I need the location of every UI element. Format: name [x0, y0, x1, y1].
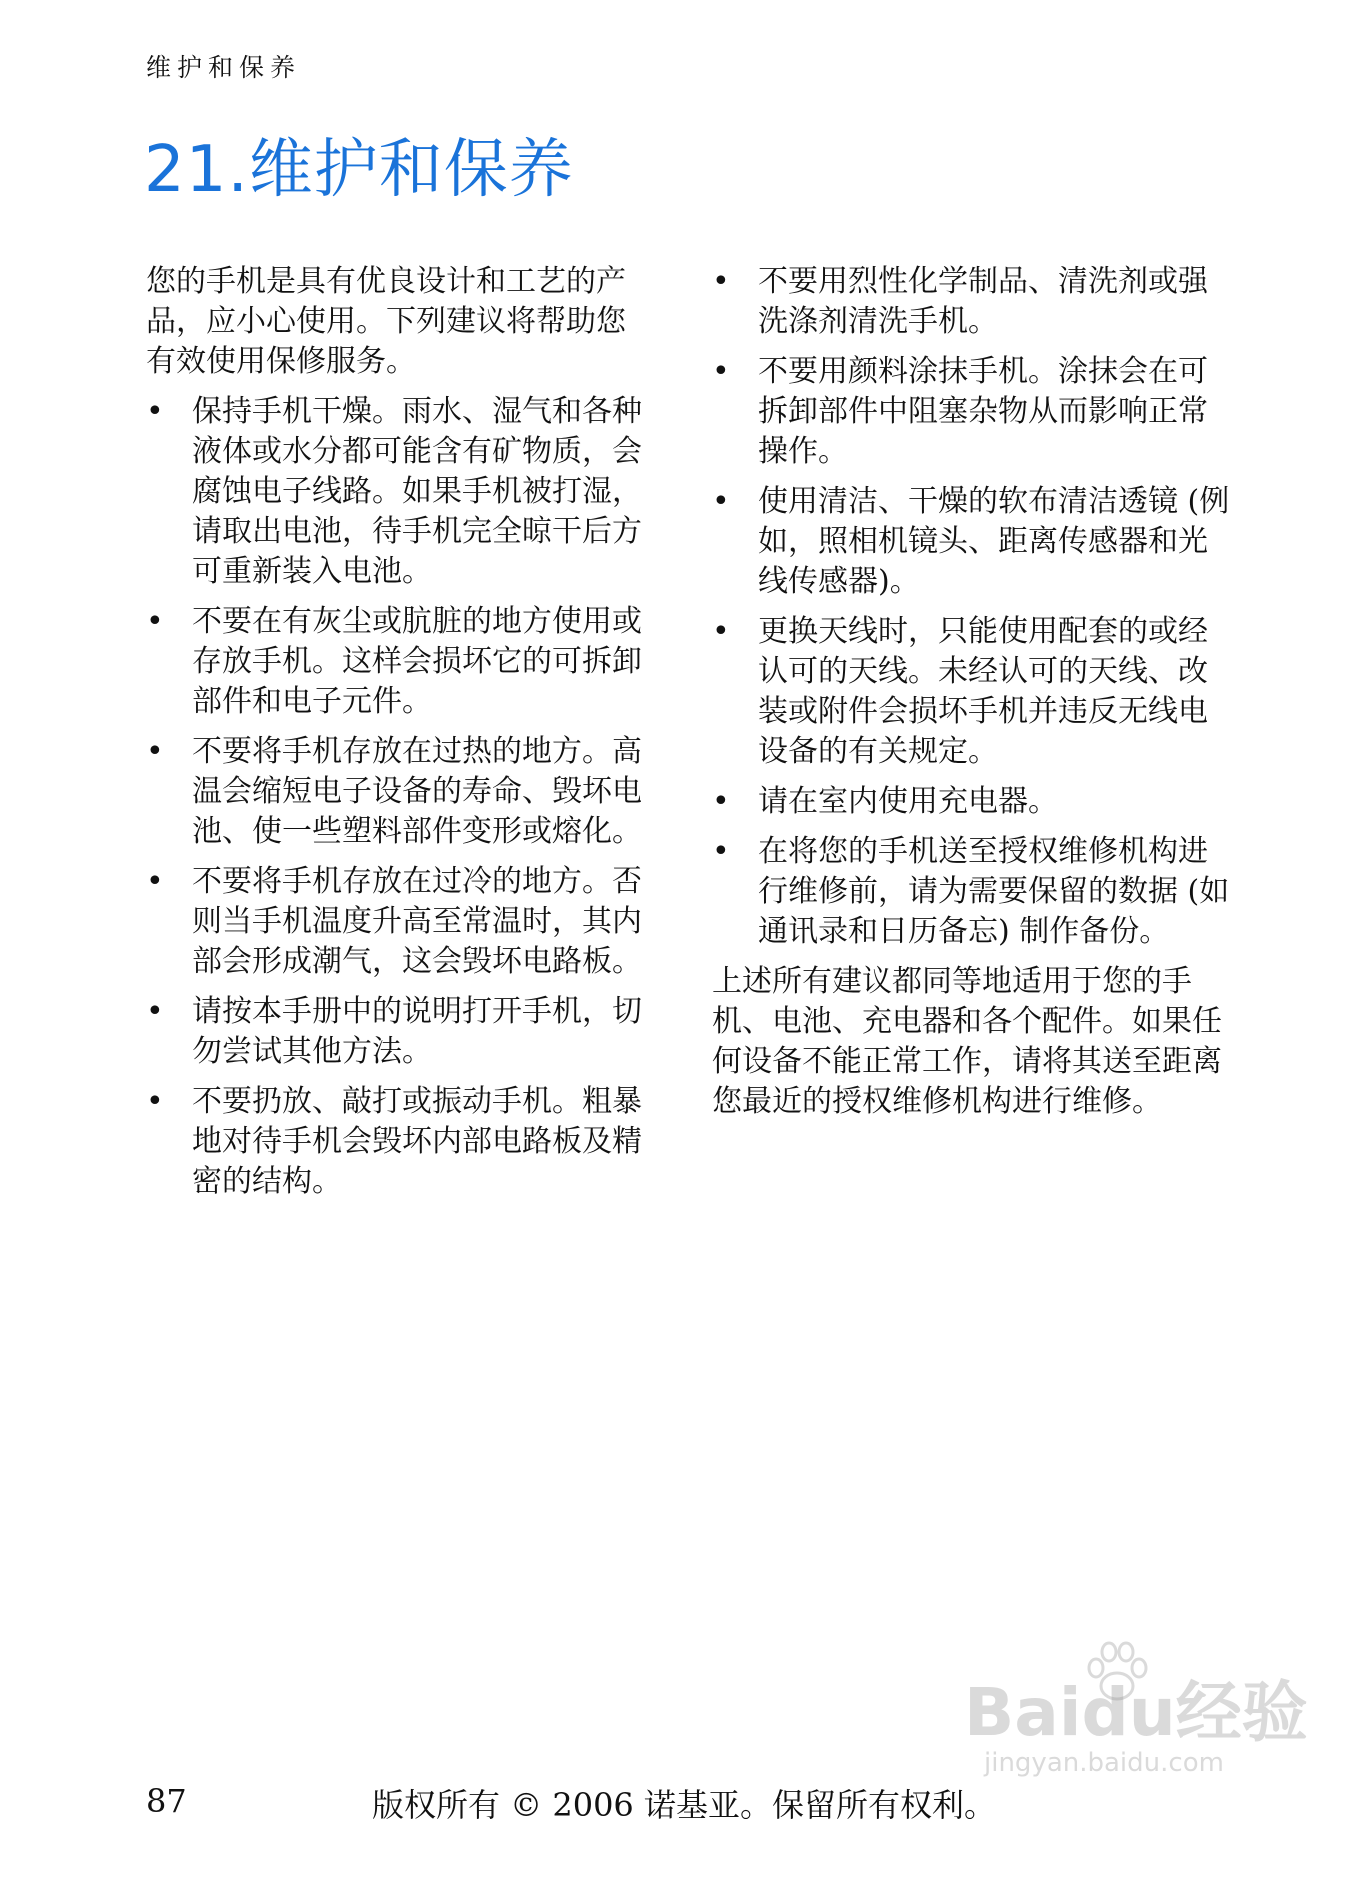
bullet-icon: • [146, 1084, 164, 1119]
bullet-icon: • [712, 614, 730, 649]
list-item-text: 请在室内使用充电器。 [758, 784, 1058, 819]
copyright-notice: 版权所有 © 2006 诺基亚。保留所有权利。 [372, 1786, 996, 1824]
right-bullet-list [712, 262, 1232, 952]
baidu-watermark [964, 1674, 1308, 1780]
list-item-text: 在将您的手机送至授权维修机构进行维修前，请为需要保留的数据 (如通讯录和日历备忘) 制作备份。 [758, 834, 1230, 949]
list-item-text: 不要将手机存放在过热的地方。高温会缩短电子设备的寿命、毁坏电池、使一些塑料部件变形或熔化。 [192, 734, 642, 849]
list-item [712, 482, 1232, 602]
list-item-text: 不要在有灰尘或肮脏的地方使用或存放手机。这样会损坏它的可拆卸部件和电子元件。 [192, 604, 642, 719]
list-item [712, 832, 1232, 952]
list-item-text: 更换天线时，只能使用配套的或经认可的天线。未经认可的天线、改装或附件会损坏手机并违反无线电设备的有关规定。 [758, 614, 1208, 769]
closing-paragraph: 上述所有建议都同等地适用于您的手机、电池、充电器和各个配件。如果任何设备不能正常工作，请将其送至距离您最近的授权维修机构进行维修。 [712, 964, 1222, 1119]
watermark-url: jingyan.baidu.com [984, 1748, 1224, 1778]
list-item [146, 1082, 646, 1202]
bullet-icon: • [712, 784, 730, 819]
page-number: 87 [146, 1782, 187, 1820]
list-item-text: 请按本手册中的说明打开手机，切勿尝试其他方法。 [192, 994, 642, 1069]
watermark-brand: Baidu经验 [964, 1674, 1308, 1751]
list-item [146, 602, 646, 722]
running-header: 维护和保养 [146, 53, 302, 82]
bullet-icon: • [146, 864, 164, 899]
bullet-icon: • [712, 354, 730, 389]
bullet-icon: • [146, 734, 164, 769]
list-item [146, 392, 646, 592]
list-item [712, 782, 1232, 822]
list-item-text: 不要用颜料涂抹手机。涂抹会在可拆卸部件中阻塞杂物从而影响正常操作。 [758, 354, 1208, 469]
left-column [146, 262, 646, 1212]
right-column [712, 262, 1232, 1132]
list-item-text: 保持手机干燥。雨水、湿气和各种液体或水分都可能含有矿物质，会腐蚀电子线路。如果手机被打湿，请取出电池，待手机完全晾干后方可重新装入电池。 [192, 394, 642, 589]
list-item-text: 使用清洁、干燥的软布清洁透镜 (例如，照相机镜头、距离传感器和光线传感器)。 [758, 484, 1230, 599]
list-item-text: 不要扔放、敲打或振动手机。粗暴地对待手机会毁坏内部电路板及精密的结构。 [192, 1084, 642, 1199]
bullet-icon: • [146, 394, 164, 429]
list-item [712, 352, 1232, 472]
list-item-text: 不要将手机存放在过冷的地方。否则当手机温度升高至常温时，其内部会形成潮气，这会毁坏电路板。 [192, 864, 642, 979]
list-item-text: 不要用烈性化学制品、清洗剂或强洗涤剂清洗手机。 [758, 264, 1208, 339]
list-item [146, 992, 646, 1072]
chapter-title: 21.维护和保养 [144, 133, 574, 207]
bullet-icon: • [146, 994, 164, 1029]
list-item [712, 612, 1232, 772]
bullet-icon: • [146, 604, 164, 639]
bullet-icon: • [712, 484, 730, 519]
left-bullet-list [146, 392, 646, 1202]
intro-paragraph: 您的手机是具有优良设计和工艺的产品，应小心使用。下列建议将帮助您有效使用保修服务。 [146, 264, 626, 379]
list-item [146, 862, 646, 982]
list-item [146, 732, 646, 852]
bullet-icon: • [712, 264, 730, 299]
bullet-icon: • [712, 834, 730, 869]
list-item [712, 262, 1232, 342]
